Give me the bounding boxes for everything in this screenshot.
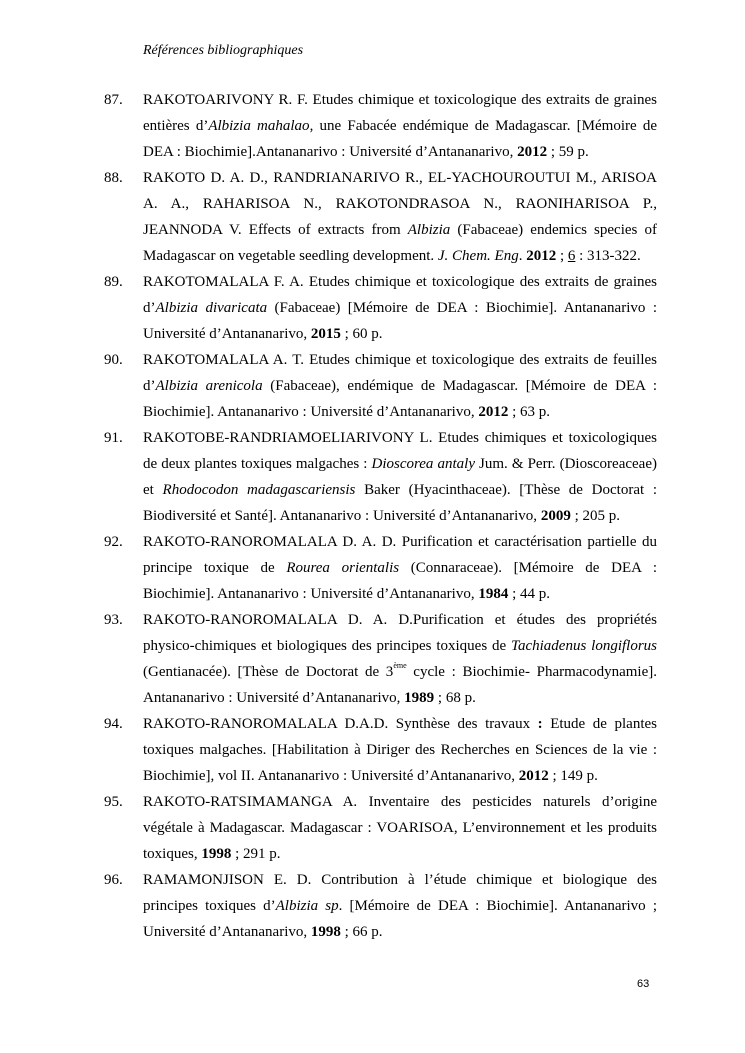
reference-text <box>143 269 657 347</box>
reference-number: 91. <box>104 430 123 446</box>
reference-item <box>0 867 745 945</box>
reference-item <box>0 711 745 789</box>
reference-text-segment: RAKOTO-RANOROMALALA D. A. D.Purification et études des propriétés physico-chimiques et biologiques des principes toxiques de <box>143 612 657 654</box>
running-head: Références bibliographiques <box>143 43 304 58</box>
reference-number: 90. <box>104 352 123 368</box>
reference-number: 87. <box>104 92 123 108</box>
bold-text: 2015 <box>310 326 341 342</box>
reference-text-segment: Jum. & Perr. (Dioscoreaceae) et <box>143 456 657 498</box>
italic-text: Rhodocodon madagascariensis <box>162 482 356 498</box>
italic-text: Albizia <box>407 222 451 238</box>
bold-text: 1984 <box>478 586 509 602</box>
reference-text-segment: RAKOTOMALALA F. A. Etudes chimique et toxicologique des extraits de graines d’ <box>143 274 657 316</box>
bold-text: 2012 <box>518 768 549 784</box>
reference-text-segment: . <box>518 248 527 264</box>
reference-text-segment: . [Mémoire de DEA : Biochimie]. Antananarivo ; Université d’Antananarivo, <box>143 898 657 940</box>
bold-text: 2012 <box>517 144 548 160</box>
reference-text-segment: RAKOTOARIVONY R. F. Etudes chimique et toxicologique des extraits de graines entières d’ <box>143 92 657 134</box>
reference-text-segment: RAKOTO-RANOROMALALA D.A.D. Synthèse des travaux <box>143 716 538 732</box>
reference-text <box>143 867 657 945</box>
reference-text-segment: RAKOTOMALALA A. T. Etudes chimique et toxicologique des extraits de feuilles d’ <box>143 352 657 394</box>
reference-number: 92. <box>104 534 123 550</box>
italic-text: Dioscorea antaly <box>371 456 475 472</box>
reference-text <box>143 789 657 867</box>
reference-number: 88. <box>104 170 123 186</box>
reference-text-segment: ; 291 p. <box>231 846 281 862</box>
bold-text: : <box>537 716 543 732</box>
reference-text-segment: Baker (Hyacinthaceae). [Thèse de Doctorat : Biodiversité et Santé]. Antananarivo : Université d’Antananarivo, <box>143 482 658 524</box>
superscript-text: ème <box>393 661 407 670</box>
bold-text: 2009 <box>540 508 571 524</box>
reference-text-segment: RAKOTOBE-RANDRIAMOELIARIVONY L. Etudes chimiques et toxicologiques de deux plantes toxiques malgaches : <box>143 430 657 472</box>
reference-text-segment: (Fabaceae) endemics species of Madagascar on vegetable seedling development. <box>143 222 657 264</box>
italic-text: Rourea orientalis <box>286 560 400 576</box>
italic-text: Tachiadenus longiflorus <box>511 638 657 654</box>
reference-text <box>143 711 657 789</box>
reference-text <box>143 529 657 607</box>
reference-item <box>0 87 745 165</box>
reference-item <box>0 425 745 529</box>
bold-text: 1998 <box>201 846 232 862</box>
reference-text-segment: ; <box>556 248 568 264</box>
reference-item <box>0 347 745 425</box>
reference-list <box>0 87 745 945</box>
reference-text <box>143 425 657 529</box>
bold-text: 1989 <box>404 690 435 706</box>
reference-text-segment: ; 66 p. <box>340 924 383 940</box>
underlined-text: 6 <box>567 248 576 264</box>
reference-text-segment: (Fabaceae) [Mémoire de DEA : Biochimie]. Antananarivo : Université d’Antananarivo, <box>143 300 657 342</box>
reference-text-segment: , une Fabacée endémique de Madagascar. [Mémoire de DEA : Biochimie].Antananarivo : Université d’Antananarivo, <box>143 118 657 160</box>
reference-text-segment: ; 60 p. <box>340 326 383 342</box>
reference-text-segment: (Fabaceae), endémique de Madagascar. [Mémoire de DEA : Biochimie]. Antananarivo : Université d’Antananarivo, <box>143 378 657 420</box>
reference-number: 89. <box>104 274 123 290</box>
bold-text: 1998 <box>310 924 341 940</box>
reference-text-segment: cycle : Biochimie- Pharmacodynamie]. Antananarivo : Université d’Antananarivo, <box>143 664 657 706</box>
reference-text <box>143 607 657 711</box>
italic-text: Albizia divaricata <box>155 300 268 316</box>
reference-item <box>0 269 745 347</box>
reference-text-segment: (Connaraceae). [Mémoire de DEA : Biochimie]. Antananarivo : Université d’Antananarivo, <box>143 560 657 602</box>
bold-text: 2012 <box>478 404 509 420</box>
reference-text-segment: : 313-322. <box>575 248 641 264</box>
reference-item <box>0 529 745 607</box>
reference-text-segment: Etude de plantes toxiques malgaches. [Habilitation à Diriger des Recherches en Sciences de la vie : Biochimie], vol II. Antananarivo : Université d’Antananarivo, <box>143 716 657 784</box>
page-number: 63 <box>637 978 650 990</box>
reference-text-segment: ; 44 p. <box>508 586 550 602</box>
reference-number: 95. <box>104 794 123 810</box>
italic-text: J. Chem. Eng <box>437 248 519 264</box>
reference-text-segment: ; 63 p. <box>508 404 550 420</box>
reference-text-segment: ; 149 p. <box>548 768 598 784</box>
reference-text-segment: (Gentianacée). [Thèse de Doctorat de 3 <box>143 664 394 680</box>
reference-text-segment: RAKOTO-RANOROMALALA D. A. D. Purification et caractérisation partielle du principe toxique de <box>143 534 657 576</box>
reference-item <box>0 165 745 269</box>
reference-number: 94. <box>104 716 123 732</box>
reference-text <box>143 347 657 425</box>
reference-text <box>143 165 657 269</box>
reference-text-segment: ; 205 p. <box>570 508 620 524</box>
italic-text: Albizia sp <box>275 898 339 914</box>
italic-text: Albizia arenicola <box>155 378 263 394</box>
reference-item <box>0 789 745 867</box>
reference-text-segment: RAMAMONJISON E. D. Contribution à l’étude chimique et biologique des principes toxiques d’ <box>143 872 657 914</box>
reference-number: 96. <box>104 872 123 888</box>
reference-text <box>143 87 657 165</box>
reference-text-segment: ; 68 p. <box>434 690 476 706</box>
reference-text-segment: ; 59 p. <box>547 144 589 160</box>
bold-text: 2012 <box>526 248 557 264</box>
reference-text-segment: RAKOTO-RATSIMAMANGA A. Inventaire des pesticides naturels d’origine végétale à Madagascar. Madagascar : VOARISOA, L’environnement et les produits toxiques, <box>143 794 657 862</box>
reference-text-segment: RAKOTO D. A. D., RANDRIANARIVO R., EL-YACHOUROUTUI M., ARISOA A. A., RAHARISOA N., RAKOTONDRASOA N., RAONIHARISOA P., JEANNODA V. Effects of extracts from <box>143 170 657 238</box>
reference-item <box>0 607 745 711</box>
reference-number: 93. <box>104 612 123 628</box>
italic-text: Albizia mahalao <box>208 118 310 134</box>
